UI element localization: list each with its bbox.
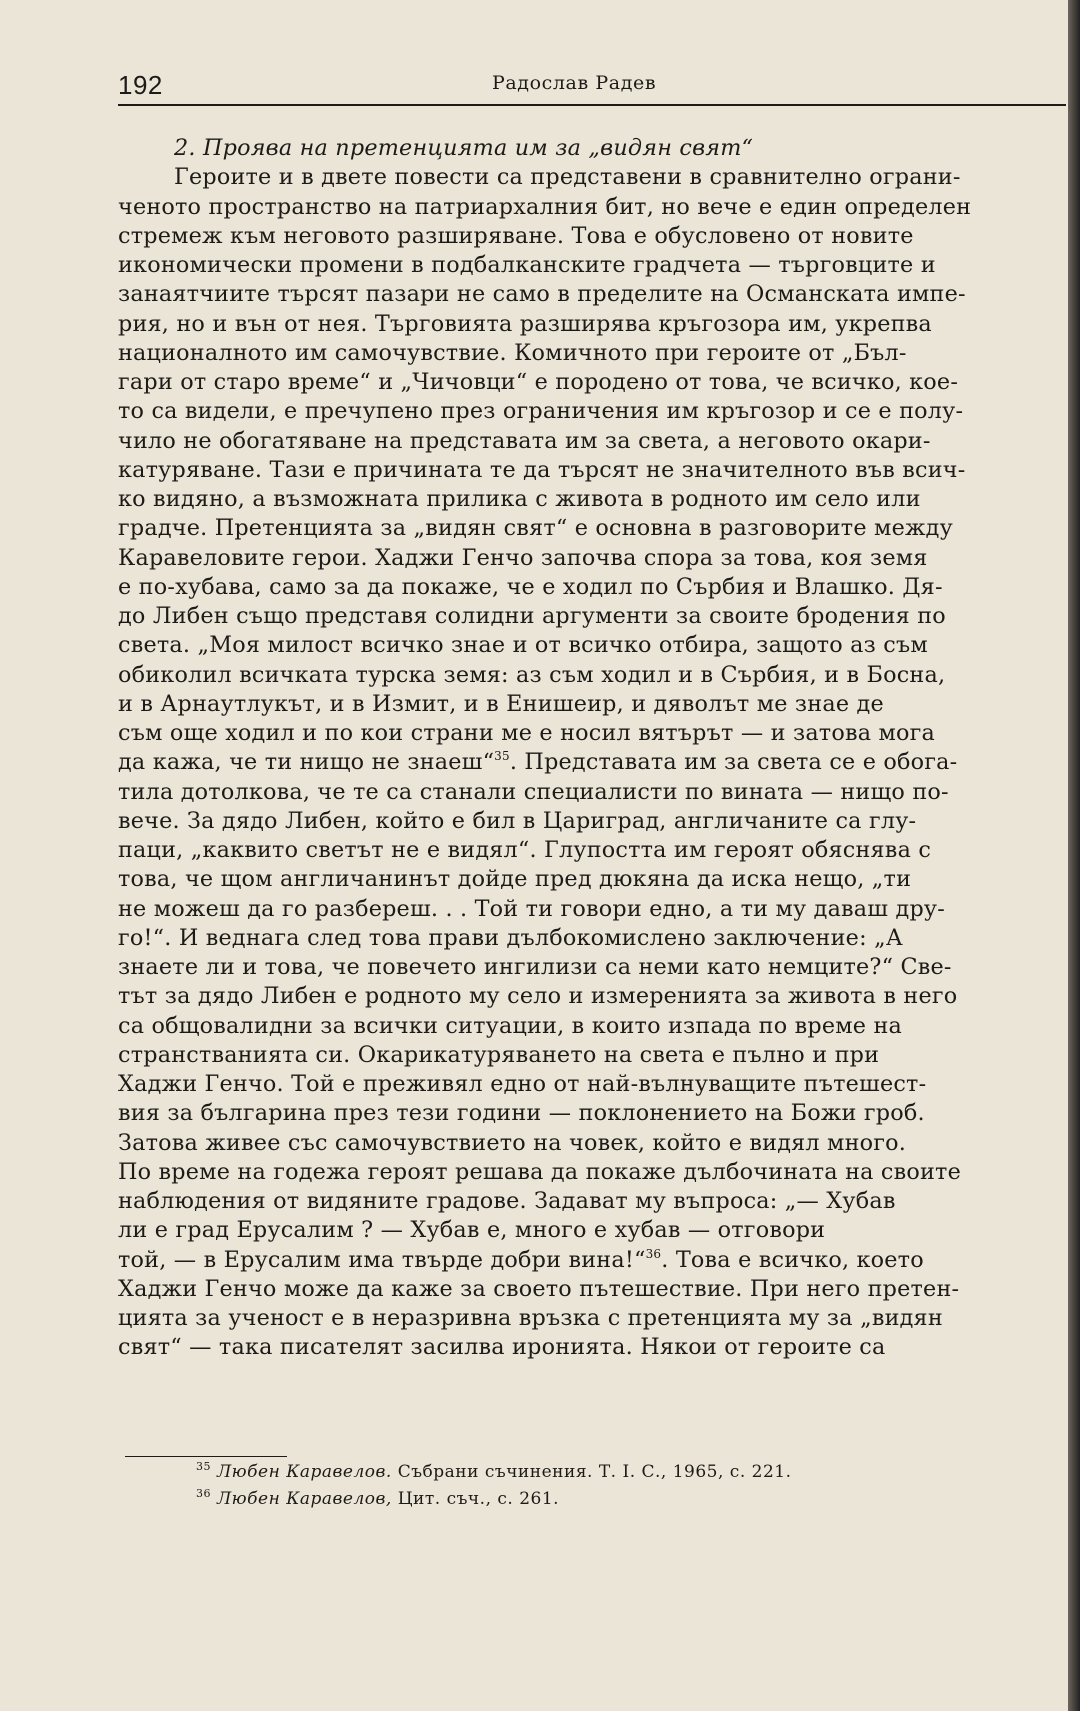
text-line: свят“ — така писателят засилва иронията. Някои от героите са xyxy=(118,1334,886,1361)
footnote-ref-36: 36 xyxy=(645,1246,662,1261)
text-line: обиколил всичката турска земя: аз съм ходил и в Сърбия, и в Босна, xyxy=(118,661,946,688)
text-line: икономически промени в подбалканските градчета — търговците и xyxy=(118,252,936,278)
text-line: катуряване. Тази е причината те да търсят не значителното във всич- xyxy=(118,456,966,483)
footnote-author: Любен Каравелов. xyxy=(217,1462,392,1482)
text-line: стремеж към неговото разширяване. Това е обусловено от новите xyxy=(118,222,914,249)
footnote-36 xyxy=(196,1486,1056,1513)
text-line: тът за дядо Либен е родното му село и измеренията за живота в него xyxy=(118,983,958,1010)
footnote-divider xyxy=(125,1456,287,1457)
footnote-text: Цит. съч., с. 261. xyxy=(391,1489,560,1509)
text-line: вия за българина през тези години — поклонението на Божи гроб. xyxy=(118,1100,925,1127)
text-line-segment: да кажа, че ти нищо не знаеш“ xyxy=(118,749,495,776)
running-head: Радослав Радев xyxy=(492,72,657,94)
page-header xyxy=(118,62,1066,106)
text-line: паци, „каквито светът не е видял“. Глупостта им героят обяснява с xyxy=(118,837,932,863)
text-line-segment: той, — в Ерусалим има твърде добри вина!“ xyxy=(118,1246,646,1273)
footnote-35 xyxy=(196,1459,1056,1486)
text-line: По време на годежа героят решава да покаже дълбочината на своите xyxy=(118,1158,961,1185)
text-line: и в Арнаутлукът, и в Измит, и в Енишеир, и дяволът ме знае де xyxy=(118,690,884,717)
text-line: света. „Моя милост всичко знае и от всичко отбира, защото аз съм xyxy=(118,632,928,659)
text-line: Каравеловите герои. Хаджи Генчо започва спора за това, коя земя xyxy=(118,544,928,571)
text-line: наблюдения от видяните градове. Задават му въпроса: „— Хубав xyxy=(118,1188,896,1214)
text-line: Хаджи Генчо. Той е преживял едно от най-вълнуващите пътешест- xyxy=(118,1071,927,1097)
text-line: вече. За дядо Либен, който е бил в Цариград, англичаните са глу- xyxy=(118,807,917,834)
footnotes xyxy=(196,1459,1056,1513)
text-line: чило не обогатяване на представата им за света, а неговото окари- xyxy=(118,427,931,454)
text-line xyxy=(118,748,1064,777)
text-line: до Либен също представя солидни аргументи за своите бродения по xyxy=(118,603,946,629)
footnote-text: Събрани съчинения. Т. I. С., 1965, с. 221. xyxy=(391,1462,792,1482)
text-line: занаятчиите търсят пазари не само в пределите на Османската импе- xyxy=(118,281,966,308)
text-line: Героите и в двете повести са представени в сравнително ограни- xyxy=(174,164,961,191)
text-line: Хаджи Генчо може да каже за своето пътешествие. При него претен- xyxy=(118,1275,960,1302)
text-line: ли е град Ерусалим ? — Хубав е, много е хубав — отговори xyxy=(118,1217,826,1244)
text-line: е по-хубава, само за да покаже, че е ходил по Сърбия и Влашко. Дя- xyxy=(118,573,943,600)
text-line: цията за ученост е в неразривна връзка с претенцията му за „видян xyxy=(118,1305,943,1331)
text-line: рия, но и вън от нея. Търговията разширява кръгозора им, укрепва xyxy=(118,310,932,337)
text-line: националното им самочувствие. Комичното при героите от „Бъл- xyxy=(118,339,907,366)
text-line: са общовалидни за всички ситуации, в които изпада по време на xyxy=(118,1012,903,1039)
text-line: Затова живее със самочувствието на човек, който е видял много. xyxy=(118,1129,907,1156)
body-text xyxy=(118,134,1064,1363)
text-line: не можеш да го разбереш. . . Той ти говори едно, а ти му даваш дру- xyxy=(118,895,945,922)
text-line-segment: . Това е всичко, което xyxy=(661,1246,924,1273)
text-line: това, че щом англичанинът дойде пред дюкяна да иска нещо, „ти xyxy=(118,866,912,893)
text-line: градче. Претенцията за „видян свят“ е основна в разговорите между xyxy=(118,515,953,542)
text-line: тила дотолкова, че те са станали специалисти по вината — нищо по- xyxy=(118,778,949,805)
text-line: ченото пространство на патриархалния бит, но вече е един определен xyxy=(118,193,972,220)
text-line: гари от старо време“ и „Чичовци“ е породено от това, че всичко, кое- xyxy=(118,369,959,395)
text-line: странстванията си. Окарикатуряването на света е пълно и при xyxy=(118,1041,880,1068)
text-line xyxy=(118,1246,1064,1275)
text-line: то са видели, е пречупено през ограничения им кръгозор и се е полу- xyxy=(118,398,964,425)
footnote-number: 35 xyxy=(196,1460,211,1473)
text-line: го!“. И веднага след това прави дълбокомислено заключение: „А xyxy=(118,924,903,951)
text-line: знаете ли и това, че повечето ингилизи са неми като немците?“ Све- xyxy=(118,954,952,980)
text-line: ко видяно, а възможната прилика с живота в родното им село или xyxy=(118,486,921,512)
footnote-number: 36 xyxy=(196,1487,211,1500)
text-line: съм още ходил и по кои страни ме е носил вятърът — и затова мога xyxy=(118,720,936,746)
section-heading: 2. Проява на претенцията им за „видян свят“ xyxy=(174,135,754,161)
page-number: 192 xyxy=(118,70,163,100)
page-edge-shadow xyxy=(1068,0,1080,1711)
text-line-segment: . Представата им за света се е обога- xyxy=(509,749,958,776)
footnote-ref-35: 35 xyxy=(494,749,510,764)
footnote-author: Любен Каравелов, xyxy=(217,1489,392,1509)
